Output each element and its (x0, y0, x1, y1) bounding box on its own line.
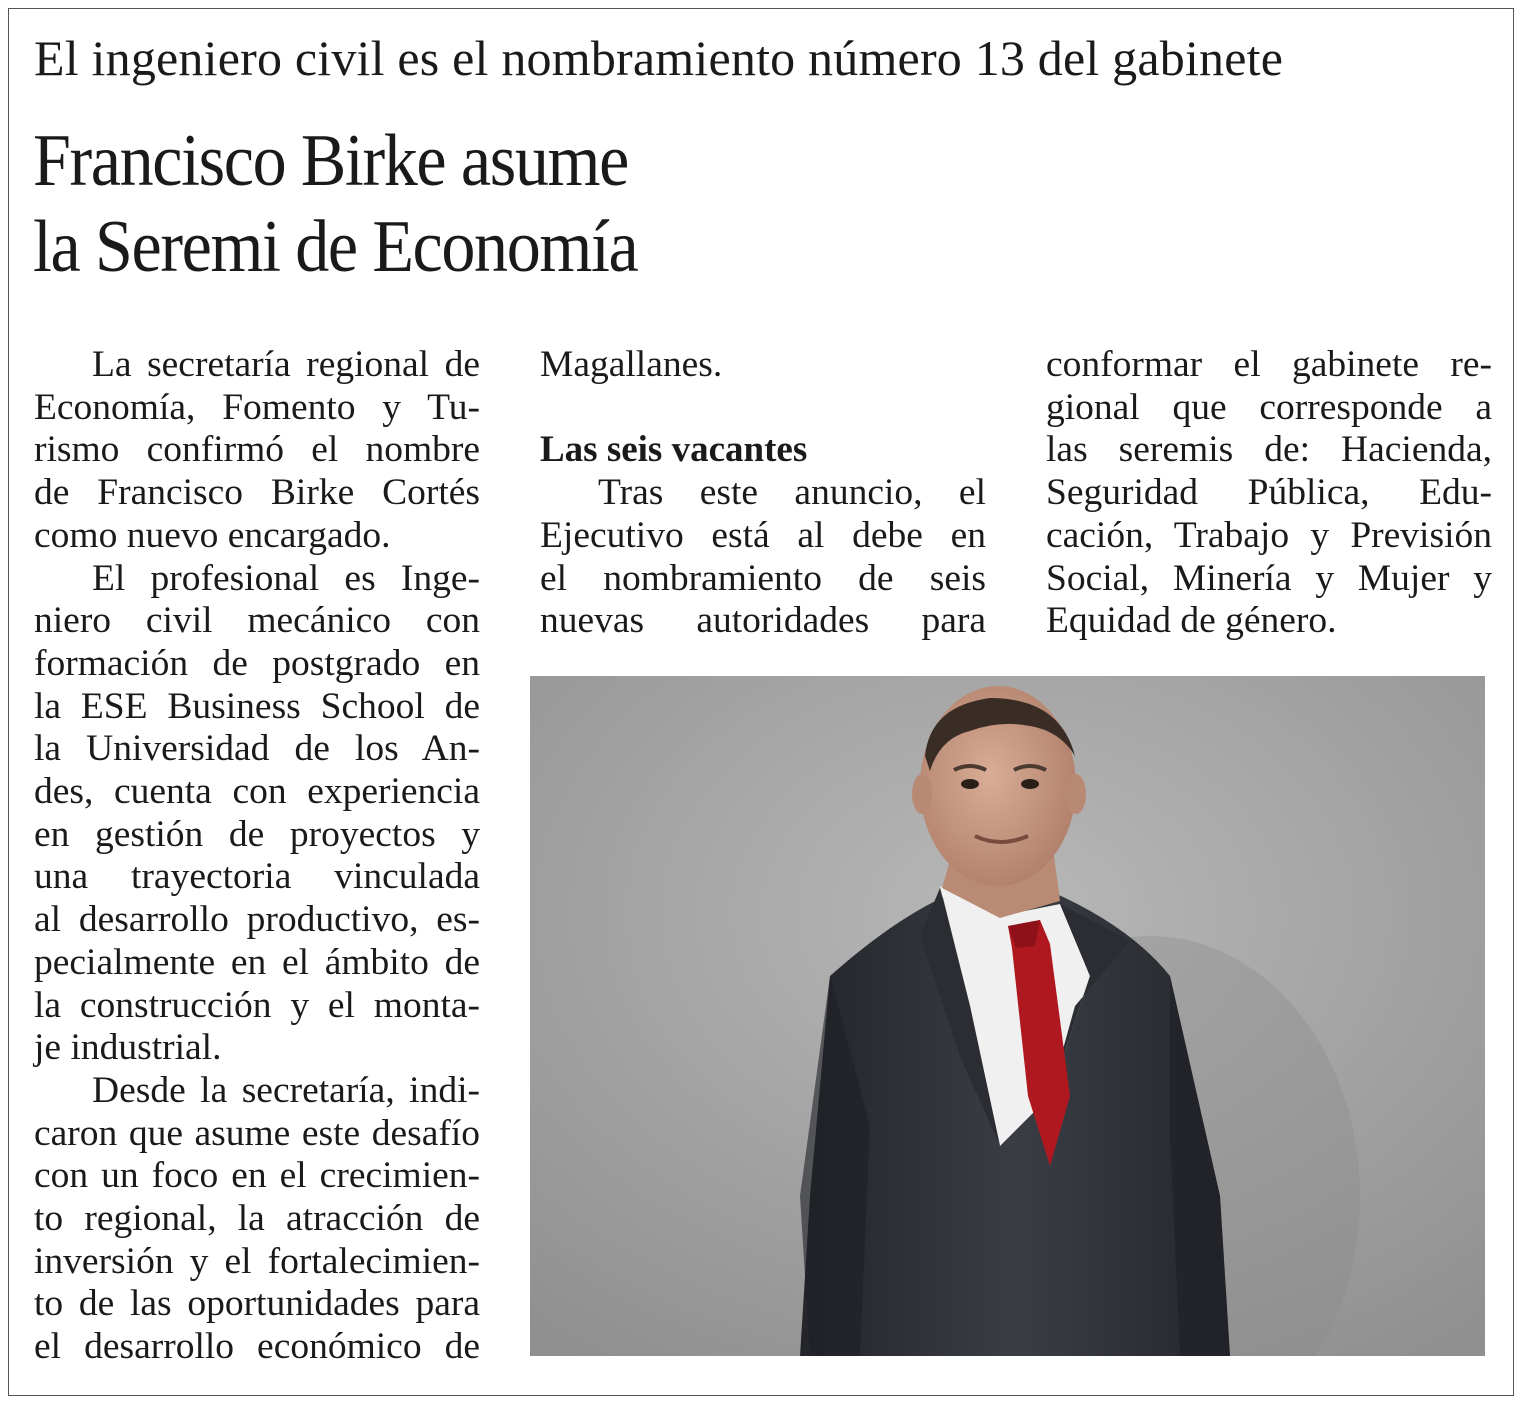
body-column-1 (34, 344, 480, 1369)
headline-line: la Seremi de Economía (33, 206, 638, 288)
body-line: de Francisco Birke Cortés (34, 472, 480, 514)
portrait-photo (530, 676, 1485, 1356)
headline-line: Francisco Birke asume (33, 120, 628, 202)
body-line: inversión y el fortalecimien- (34, 1240, 480, 1282)
article-subhead: Las seis vacantes (540, 429, 808, 471)
body-line: la construcción y el monta- (34, 984, 480, 1026)
body-line: El profesional es Inge- (92, 557, 480, 599)
body-line: Tras este anuncio, el (598, 472, 986, 514)
body-line: Ejecutivo está al debe en (540, 514, 986, 556)
body-line: caron que asume este desafío (34, 1112, 480, 1154)
body-column-3 (1046, 344, 1492, 643)
body-line: la ESE Business School de (34, 685, 480, 727)
body-column-2 (540, 344, 986, 643)
body-line: pecialmente en el ámbito de (34, 941, 480, 983)
body-line: en gestión de proyectos y (34, 813, 480, 855)
portrait-photo-icon (530, 676, 1485, 1356)
body-line: rismo confirmó el nombre (34, 429, 480, 471)
body-line: Social, Minería y Mujer y (1046, 557, 1492, 599)
body-line: conformar el gabinete re- (1046, 344, 1492, 385)
body-line: niero civil mecánico con (34, 600, 480, 642)
body-line: el nombramiento de seis (540, 557, 986, 599)
body-line: cación, Trabajo y Previsión (1046, 514, 1492, 556)
body-line: Magallanes. (540, 344, 723, 385)
body-line: una trayectoria vinculada (34, 856, 480, 898)
body-line: des, cuenta con experiencia (34, 771, 480, 813)
body-line: Desde la secretaría, indi- (92, 1069, 480, 1111)
body-line: to de las oportunidades para (34, 1283, 480, 1325)
article-kicker: El ingeniero civil es el nombramiento número 13 del gabinete (34, 30, 1284, 86)
body-line: como nuevo encargado. (34, 514, 391, 556)
body-line: las seremis de: Hacienda, (1046, 429, 1492, 471)
body-line: je industrial. (34, 1027, 222, 1069)
body-line: formación de postgrado en (34, 642, 480, 684)
body-line: con un foco en el crecimien- (34, 1155, 480, 1197)
body-line: la Universidad de los An- (34, 728, 480, 770)
article-headline (33, 118, 637, 290)
body-line: al desarrollo productivo, es- (34, 899, 480, 941)
body-line: nuevas autoridades para (540, 600, 986, 642)
body-line: Seguridad Pública, Edu- (1046, 472, 1492, 514)
body-line: el desarrollo económico de (34, 1326, 480, 1368)
body-line: gional que corresponde a (1046, 386, 1492, 428)
body-line: La secretaría regional de (92, 344, 480, 385)
body-line: to regional, la atracción de (34, 1198, 480, 1240)
body-line: Equidad de género. (1046, 600, 1337, 642)
body-line: Economía, Fomento y Tu- (34, 386, 480, 428)
